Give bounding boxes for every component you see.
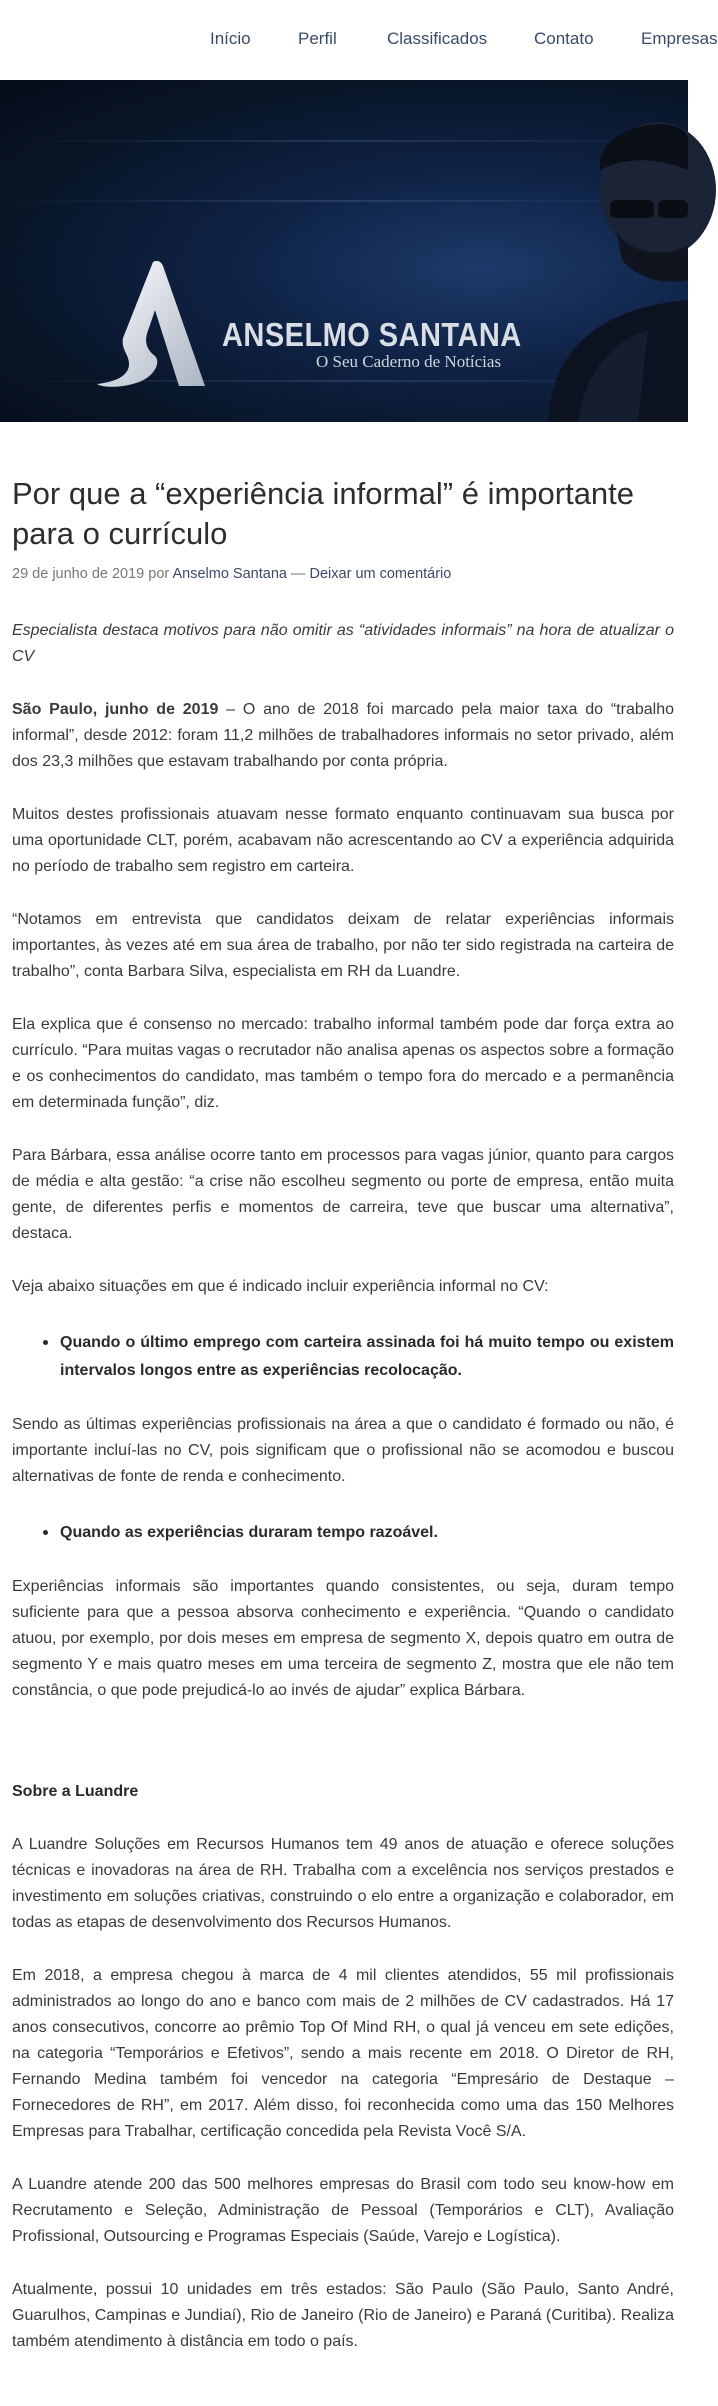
bullet-list: [12, 1327, 674, 1385]
list-item: • Quando as experiências duraram tempo razoável.: [60, 1517, 674, 1547]
nav-item-empresas[interactable]: Empresas: [641, 29, 718, 48]
author-portrait-icon: [538, 80, 688, 422]
paragraph: Ela explica que é consenso no mercado: trabalho informal também pode dar força extra ao currículo. “Para muitas vagas o recrutador não analisa apenas os aspectos sobre a formação e os conhecimentos do candidato, mas também o tempo fora do mercado e a permanência em determinada função”, diz.: [12, 1016, 674, 1111]
article-title: Por que a “experiência informal” é importante para o currículo: [12, 476, 635, 551]
paragraph: Veja abaixo situações em que é indicado incluir experiência informal no CV:: [12, 1278, 549, 1295]
dateline: São Paulo, junho de 2019: [12, 701, 219, 718]
paragraph: A Luandre Soluções em Recursos Humanos tem 49 anos de atuação e oferece soluções técnicas e inovadoras na área de RH. Trabalha com a excelência nos serviços prestados e investimento em soluções criativas, construindo o elo entre a organização e colaborador, em todas as etapas de desenvolvimento dos Recursos Humanos.: [12, 1836, 674, 1931]
nav-item-contato[interactable]: Contato: [534, 29, 594, 48]
leave-comment-link[interactable]: Deixar um comentário: [309, 566, 452, 582]
paragraph: “Notamos em entrevista que candidatos deixam de relatar experiências informais importantes, às vezes até em sua área de trabalho, por não ter sido registrada na carteira de trabalho”, conta Barbara Silva, especialista em RH da Luandre.: [12, 911, 674, 980]
post-date: 29 de junho de 2019: [12, 566, 145, 582]
list-item: • Quando o último emprego com carteira assinada foi há muito tempo ou existem intervalos longos entre as experiências recolocação.: [60, 1327, 674, 1385]
paragraph-text: – O ano de 2018 foi marcado pela maior taxa do “trabalho informal”, desde 2012: foram 11,2 milhões de trabalhadores informais no setor privado, além dos 23,3 milhões que estavam trabalhando por conta própria.: [12, 701, 674, 770]
author-link[interactable]: Anselmo Santana: [172, 566, 287, 582]
paragraph: Experiências informais são importantes quando consistentes, ou seja, duram tempo suficiente para que a pessoa absorva conhecimento e experiência. “Quando o candidato atuou, por exemplo, por dois meses em empresa de segmento X, depois quatro em outra de segmento Y e mais quatro meses em uma terceira de segmento Z, mostra que ele não tem constância, o que pode prejudicá-lo ao invés de ajudar” explica Bárbara.: [12, 1578, 674, 1699]
header-banner[interactable]: [0, 80, 688, 422]
nav-item-inicio[interactable]: Início: [210, 29, 251, 48]
article-lead: Especialista destaca motivos para não omitir as “atividades informais” na hora de atualizar o CV: [12, 622, 674, 665]
brand-tagline: O Seu Caderno de Notícias: [316, 352, 502, 371]
article-meta: [12, 566, 674, 582]
nav-item-perfil[interactable]: Perfil: [298, 29, 337, 48]
paragraph: Para Bárbara, essa análise ocorre tanto em processos para vagas júnior, quanto para cargos de média e alta gestão: “a crise não escolheu segmento ou porte de empresa, então muita gente, de diferentes perfis e momentos de carreira, teve que buscar uma alternativa”, destaca.: [12, 1147, 674, 1242]
bullet-list: [12, 1517, 674, 1547]
about-heading: Sobre a Luandre: [12, 1783, 139, 1800]
nav-item-classificados[interactable]: Classificados: [387, 29, 488, 48]
paragraph: Em 2018, a empresa chegou à marca de 4 mil clientes atendidos, 55 mil profissionais administrados ao longo do ano e banco com mais de 2 milhões de CV cadastrados. Há 17 anos consecutivos, concorre ao prêmio Top Of Mind RH, o qual já venceu em sete edições, na categoria “Temporários e Efetivos”, sendo a mais recente em 2018. O Diretor de RH, Fernando Medina também foi vencedor na categoria “Empresário de Destaque – Fornecedores de RH”, em 2017. Além disso, foi reconhecida como uma das 150 Melhores Empresas para Trabalhar, certificação concedida pela Revista Você S/A.: [12, 1967, 674, 2140]
paragraph: Atualmente, possui 10 unidades em três estados: São Paulo (São Paulo, Santo André, Guarulhos, Campinas e Jundiaí), Rio de Janeiro (Rio de Janeiro) e Paraná (Curitiba). Realiza também atendimento à distância em todo o país.: [12, 2281, 674, 2350]
paragraph: Muitos destes profissionais atuavam nesse formato enquanto continuavam sua busca por uma oportunidade CLT, porém, acabavam não acrescentando ao CV a experiência adquirida no período de trabalho sem registro em carteira.: [12, 806, 674, 875]
meta-by: por: [148, 566, 170, 582]
logo-a-icon: [95, 258, 235, 393]
meta-separator: —: [290, 566, 306, 582]
article: [0, 474, 688, 2355]
top-navigation: [0, 0, 718, 80]
paragraph: Sendo as últimas experiências profissionais na área a que o candidato é formado ou não, é importante incluí-las no CV, pois significam que o profissional não se acomodou e buscou alternativas de fonte de renda e conhecimento.: [12, 1416, 674, 1485]
brand-name: ANSELMO SANTANA: [222, 316, 522, 353]
paragraph: [12, 697, 674, 775]
paragraph: A Luandre atende 200 das 500 melhores empresas do Brasil com todo seu know-how em Recrutamento e Seleção, Administração de Pessoal (Temporários e CLT), Avaliação Profissional, Outsourcing e Programas Especiais (Saúde, Varejo e Logística).: [12, 2176, 674, 2245]
